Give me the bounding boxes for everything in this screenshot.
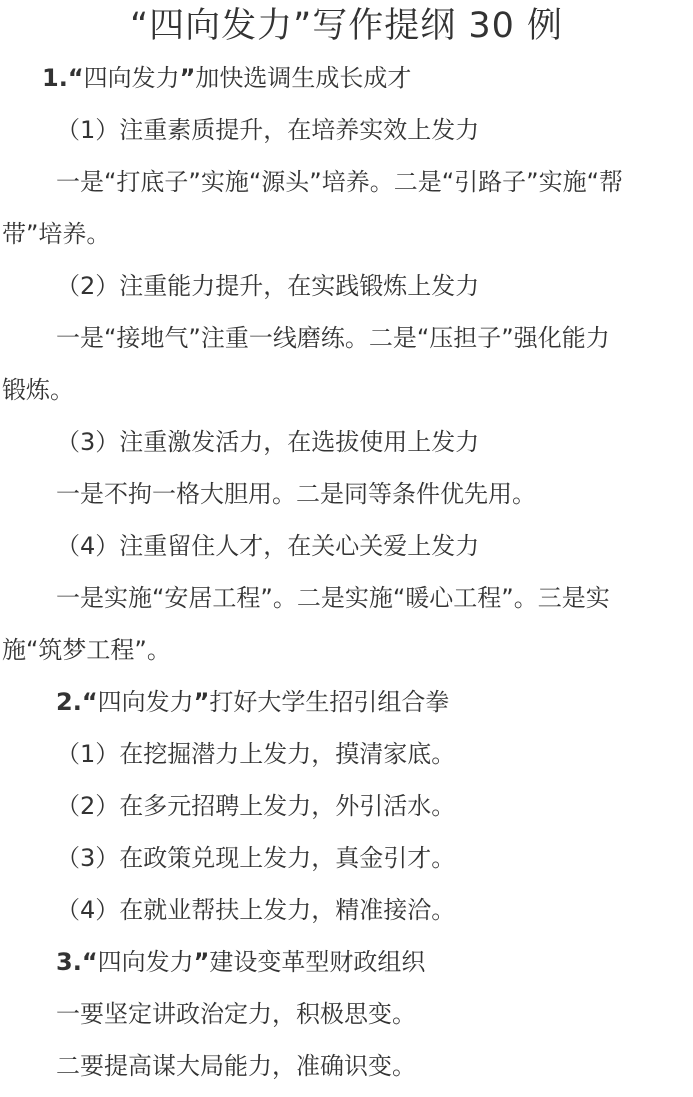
section-1-item-1-body-line-1: 一是“打底子”实施“源头”培养。二是“引路子”实施“帮 (56, 168, 624, 196)
section-1-item-4-title: （4）注重留住人才，在关心关爱上发力 (56, 532, 480, 560)
section-2-open-quote: “ (81, 688, 98, 716)
section-1-item-3-title: （3）注重激发活力，在选拔使用上发力 (56, 428, 480, 456)
section-1-item-1-body-line-2: 带”培养。 (2, 220, 111, 248)
section-3-title-rest: 建设变革型财政组织 (209, 948, 426, 976)
section-2-item-1: （1）在挖掘潜力上发力，摸清家底。 (56, 740, 456, 768)
section-2-item-2: （2）在多元招聘上发力，外引活水。 (56, 792, 456, 820)
section-2-close-quote: ” (193, 688, 210, 716)
section-1-open-quote: “ (67, 64, 84, 92)
section-1-number: 1. (42, 64, 68, 92)
section-3-item-2: 二要提高谋大局能力，准确识变。 (56, 1052, 416, 1080)
section-1-item-2-body-line-2: 锻炼。 (2, 376, 74, 404)
section-1-close-quote: ” (179, 64, 196, 92)
section-3-close-quote: ” (193, 948, 210, 976)
section-2-heading (56, 687, 693, 717)
section-1-item-1-title: （1）注重素质提升，在培养实效上发力 (56, 116, 480, 144)
section-1-item-4-body-line-2: 施“筑梦工程”。 (2, 636, 171, 664)
article-title: “四向发力”写作提纲 30 例 (129, 6, 564, 46)
section-2-phrase: 四向发力 (97, 688, 194, 716)
section-3-heading (56, 947, 693, 977)
section-1-heading (42, 63, 693, 93)
section-2-title-rest: 打好大学生招引组合拳 (209, 688, 450, 716)
section-2-number: 2. (56, 688, 82, 716)
section-1-item-2-body-line-1: 一是“接地气”注重一线磨练。二是“压担子”强化能力 (56, 324, 610, 352)
section-1-item-2-title: （2）注重能力提升，在实践锻炼上发力 (56, 272, 480, 300)
section-3-number: 3. (56, 948, 82, 976)
section-3-open-quote: “ (81, 948, 98, 976)
section-2-item-3: （3）在政策兑现上发力，真金引才。 (56, 844, 456, 872)
section-3-item-1: 一要坚定讲政治定力，积极思变。 (56, 1000, 416, 1028)
section-3-phrase: 四向发力 (97, 948, 194, 976)
section-1-phrase: 四向发力 (83, 64, 180, 92)
section-1-item-3-body: 一是不拘一格大胆用。二是同等条件优先用。 (56, 480, 536, 508)
section-1-title-rest: 加快选调生成长成才 (195, 64, 412, 92)
section-2-item-4: （4）在就业帮扶上发力，精准接洽。 (56, 896, 456, 924)
section-1-item-4-body-line-1: 一是实施“安居工程”。二是实施“暖心工程”。三是实 (56, 584, 610, 612)
